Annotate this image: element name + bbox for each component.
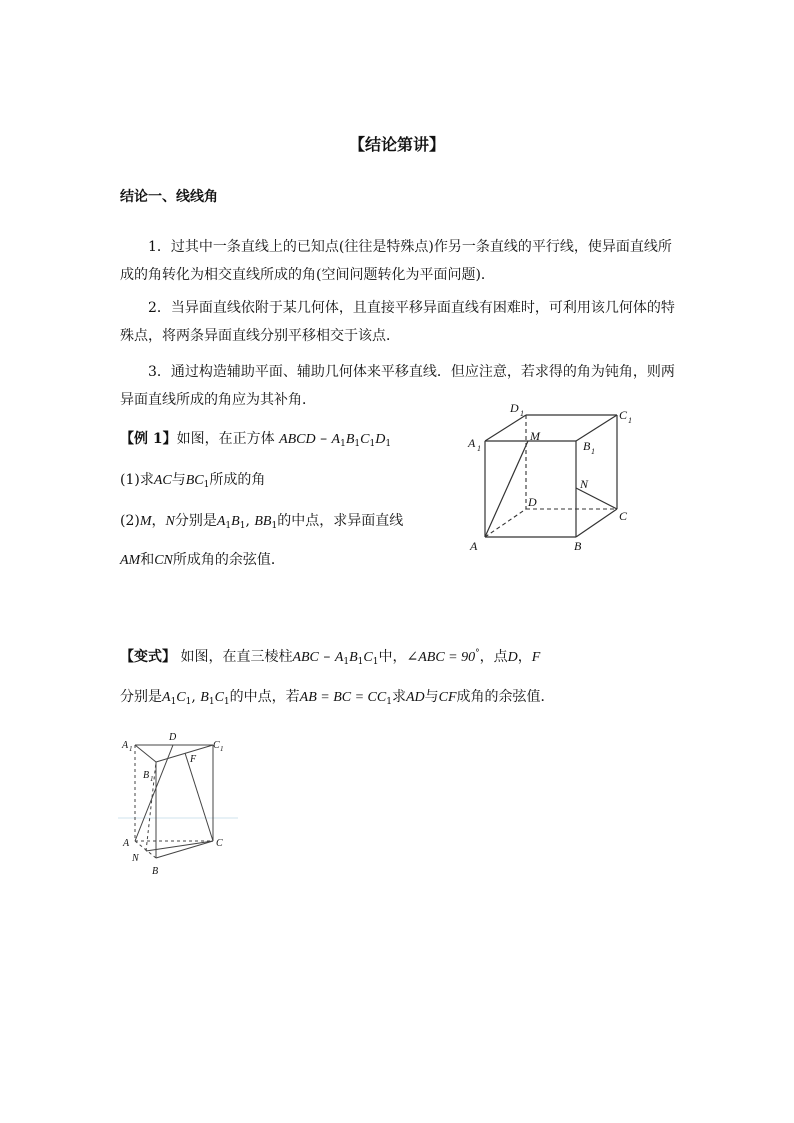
label-C1: C <box>213 740 220 751</box>
label-N: N <box>580 477 589 491</box>
cube-figure <box>460 398 640 558</box>
section-heading: 结论一、线线角 <box>120 189 218 205</box>
label-M: M <box>530 429 540 443</box>
label-D: D <box>169 732 177 743</box>
svg-text:1: 1 <box>477 444 481 453</box>
variant-statement: 【变式】 如图，在直三棱柱ABC – $A_1B_1C_1$中，∠ABC = 90°，点D，F <box>120 648 541 667</box>
variant-statement-cont: 分别是$A_1C_1$, $B_1C_1$的中点，若AB = BC = $CC_1$求AD与CF成角的余弦值． <box>120 689 555 707</box>
label-A: A <box>470 539 478 553</box>
svg-text:1: 1 <box>591 447 595 456</box>
label-F: F <box>190 754 197 765</box>
example1-q2-cont: AM和CN所成角的余弦值． <box>120 552 285 568</box>
label-B: B <box>574 539 582 553</box>
label-A1: A <box>468 436 476 450</box>
svg-text:1: 1 <box>520 409 524 418</box>
label-A: A <box>123 838 130 849</box>
label-N: N <box>132 853 139 864</box>
label-C1: C <box>619 408 628 422</box>
point-1: 1．过其中一条直线上的已知点(往往是特殊点)作另一条直线的平行线，使异面直线所成的角转化为相交直线所成的角(空间问题转化为平面问题)． <box>120 239 672 283</box>
point-3: 3．通过构造辅助平面、辅助几何体来平移直线．但应注意，若求得的角为钝角，则两异面直线所成的角应为其补角． <box>120 364 675 408</box>
label-B1: B <box>583 439 591 453</box>
point-2: 2．当异面直线依附于某几何体，且直接平移异面直线有困难时，可利用该几何体的特殊点，将两条异面直线分别平移相交于该点． <box>120 300 675 344</box>
label-D1: D <box>510 401 519 415</box>
svg-text:1: 1 <box>129 745 133 753</box>
label-A1: A <box>122 740 129 751</box>
label-C: C <box>619 509 628 523</box>
label-C: C <box>216 838 223 849</box>
label-B1: B <box>143 770 150 781</box>
example1-q2: (2)M，N分别是$A_1B_1$, $BB_1$的中点，求异面直线 <box>120 513 404 531</box>
page-title: 【结论第讲】 <box>348 135 445 154</box>
example1-statement: 【例 1】如图，在正方体 ABCD – $A_1B_1C_1D_1$ <box>120 431 392 449</box>
label-D: D <box>528 495 537 509</box>
prism-figure <box>118 728 238 888</box>
label-B: B <box>152 866 159 877</box>
svg-text:1: 1 <box>628 416 632 425</box>
svg-text:1: 1 <box>150 775 154 783</box>
svg-text:1: 1 <box>220 745 224 753</box>
example1-q1: (1)求AC与$BC_1$所成的角 <box>120 472 266 490</box>
